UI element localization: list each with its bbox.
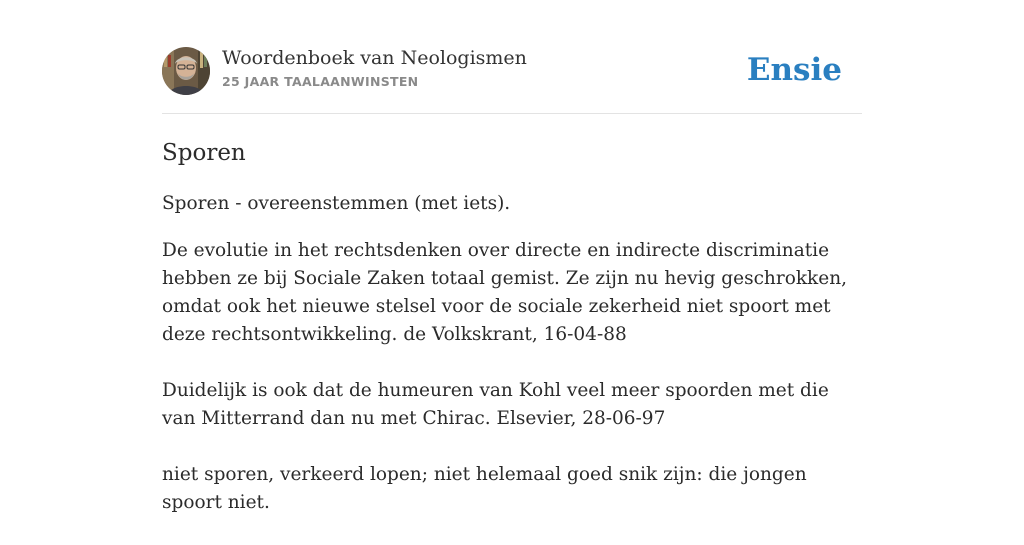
page-container bbox=[162, 0, 862, 512]
entry-paragraph: niet sporen, verkeerd lopen; niet helemaal goed snik zijn: die jongen spoort niet. bbox=[162, 464, 807, 513]
entry-body bbox=[162, 237, 862, 545]
header-divider bbox=[162, 113, 862, 114]
site-header bbox=[162, 46, 862, 96]
avatar-portrait-icon bbox=[162, 47, 210, 95]
site-subtitle: 25 JAAR TAALAANWINSTEN bbox=[222, 74, 419, 89]
site-title[interactable]: Woordenboek van Neologismen bbox=[222, 47, 527, 69]
entry-paragraph: De evolutie in het rechtsdenken over directe en indirecte discriminatie hebben ze bij Sociale Zaken totaal gemist. Ze zijn nu hevig geschrokken, omdat ook het nieuwe stelsel voor de sociale zekerheid niet spoort met deze rechtsontwikkeling. de Volkskrant, 16-04-88 bbox=[162, 240, 847, 345]
entry-title: Sporen bbox=[162, 140, 246, 166]
author-avatar[interactable] bbox=[162, 47, 210, 95]
entry-definition: Sporen - overeenstemmen (met iets). bbox=[162, 193, 511, 214]
ensie-logo[interactable]: Ensie bbox=[746, 52, 842, 88]
entry-paragraph: Duidelijk is ook dat de humeuren van Kohl veel meer spoorden met die van Mitterrand dan nu met Chirac. Elsevier, 28-06-97 bbox=[162, 380, 829, 429]
